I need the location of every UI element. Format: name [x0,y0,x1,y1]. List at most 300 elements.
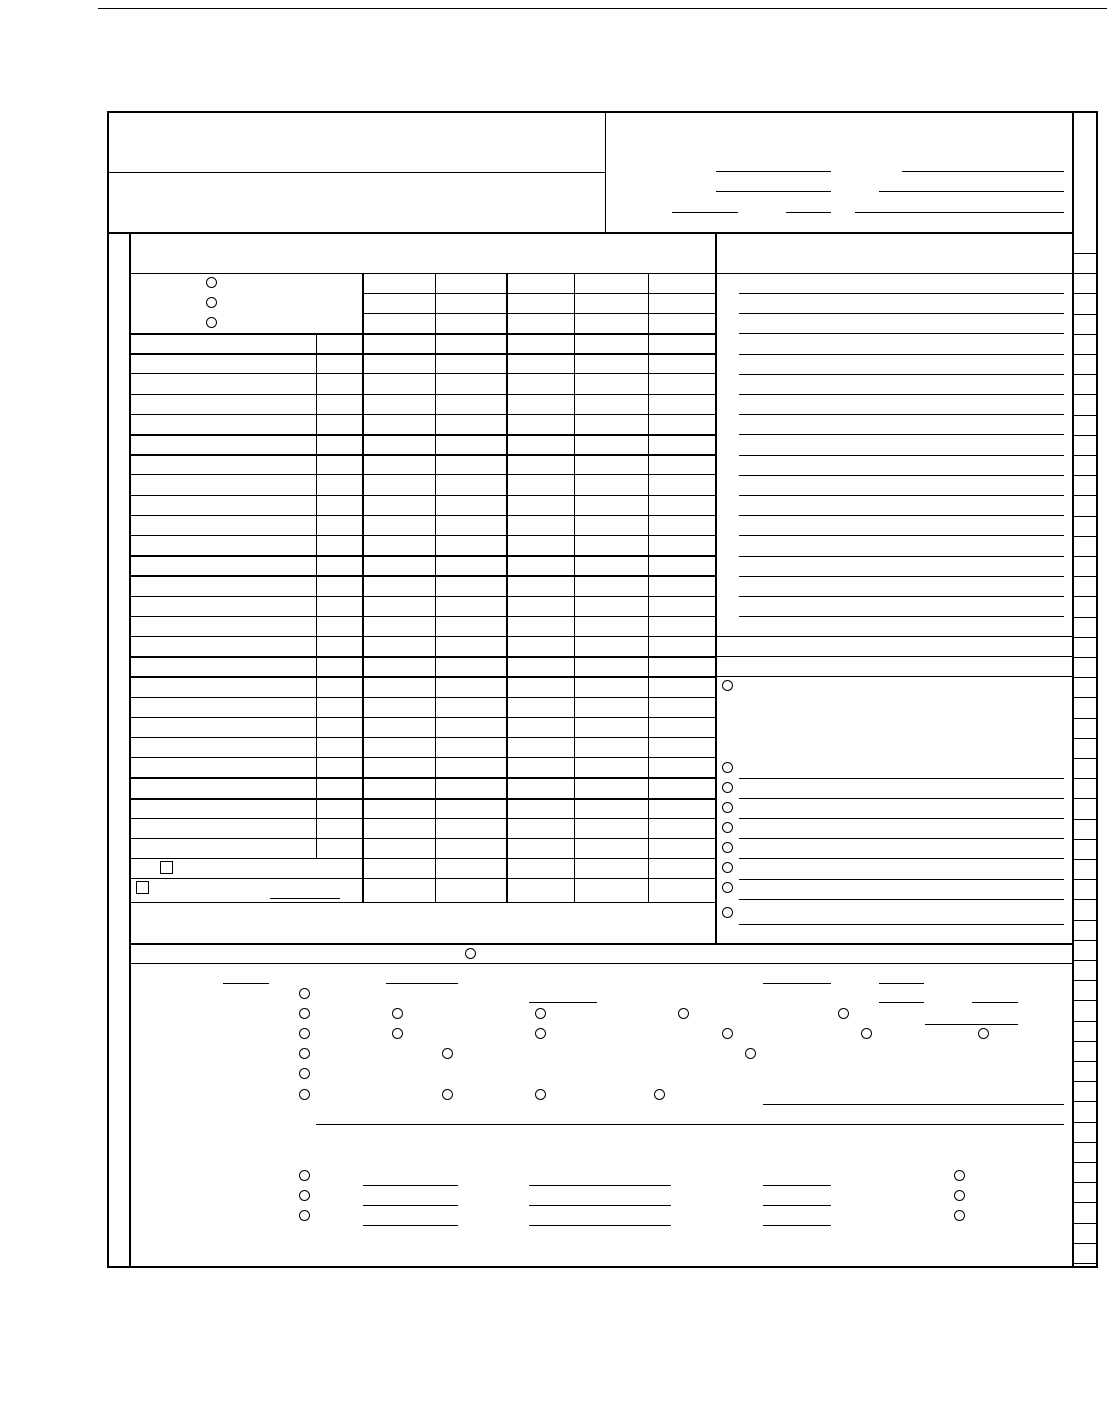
table-cell[interactable] [364,497,435,513]
right-panel-field-line [739,556,1064,557]
table-cell[interactable] [436,800,506,816]
table-cell[interactable] [575,436,648,452]
table-cell[interactable] [364,436,435,452]
table-cell[interactable] [317,618,362,634]
table-cell[interactable] [364,416,435,432]
table-cell[interactable] [649,840,715,856]
table-cell[interactable] [317,739,362,755]
table-cell[interactable] [317,557,362,573]
lower-radio[interactable] [535,1089,546,1100]
table-cell[interactable] [575,557,648,573]
lower-radio[interactable] [299,1028,310,1039]
table-cell[interactable] [317,436,362,452]
margin-strip-row-rule [1074,495,1096,496]
right-panel-radio[interactable] [722,802,733,813]
table-cell[interactable] [436,416,506,432]
table-cell[interactable] [131,476,316,492]
lower-long-rule [316,1124,1064,1125]
table-cell[interactable] [575,355,648,371]
lower-radio[interactable] [299,1190,310,1201]
table-cell[interactable] [508,739,574,755]
table-cell[interactable] [508,840,574,856]
table-cell[interactable] [508,577,574,593]
right-panel-field-line [739,455,1064,456]
right-panel-radio[interactable] [722,782,733,793]
table-cell[interactable] [364,577,435,593]
table-cell[interactable] [317,759,362,775]
table-cell[interactable] [649,658,715,674]
lower-field-line [879,983,924,984]
lower-field-line [529,1185,671,1186]
right-panel-radio[interactable] [722,822,733,833]
margin-strip-row-rule [1074,1041,1096,1042]
table-cell[interactable] [508,699,574,715]
table-cell[interactable] [508,678,574,694]
table-cell[interactable] [131,658,316,674]
table-cell[interactable] [436,557,506,573]
table-cell[interactable] [436,577,506,593]
table-cell[interactable] [364,476,435,492]
table-cell[interactable] [649,598,715,614]
table-cell[interactable] [131,820,316,836]
lower-radio[interactable] [299,1068,310,1079]
table-cell[interactable] [575,800,648,816]
table-cell[interactable] [649,779,715,795]
table-cell[interactable] [364,396,435,412]
table-cell[interactable] [131,537,316,553]
right-panel-radio[interactable] [722,842,733,853]
lower-radio[interactable] [861,1028,872,1039]
table-subheader-rule [362,293,716,294]
header-input-5[interactable] [672,198,738,212]
table-cell[interactable] [575,598,648,614]
table-cell[interactable] [575,638,648,654]
frame-right [1096,111,1098,1268]
table-cell[interactable] [508,456,574,472]
right-panel-field-line [739,778,1064,779]
right-panel-field-line [739,515,1064,516]
header-field-line [879,191,1064,192]
table-cell[interactable] [317,497,362,513]
table-cell[interactable] [317,779,362,795]
table-cell[interactable] [575,759,648,775]
table-cell[interactable] [317,638,362,654]
header-input-4[interactable] [879,177,1064,191]
margin-strip-row-rule [1074,940,1096,941]
table-cell[interactable] [575,719,648,735]
header-input-6[interactable] [786,198,831,212]
table-cell[interactable] [649,517,715,533]
lower-field-line [763,1225,831,1226]
table-cell[interactable] [131,759,316,775]
table-cell[interactable] [649,537,715,553]
table-cell[interactable] [575,497,648,513]
lower-radio[interactable] [678,1008,689,1019]
frame-left [107,111,109,1268]
lower-radio[interactable] [299,1170,310,1181]
lower-radio[interactable] [299,1048,310,1059]
right-panel-field-line [739,354,1064,355]
header-radio-3[interactable] [206,317,217,328]
lower-radio[interactable] [954,1170,965,1181]
table-cell[interactable] [317,396,362,412]
lower-radio[interactable] [442,1048,453,1059]
margin-strip-row-rule [1074,677,1096,678]
table-cell[interactable] [436,759,506,775]
table-cell[interactable] [508,638,574,654]
margin-strip-row-rule [1074,536,1096,537]
table-cell[interactable] [317,699,362,715]
table-cell[interactable] [131,577,316,593]
section-rule-mid [129,943,1074,945]
table-cell[interactable] [364,375,435,391]
table-cell[interactable] [131,497,316,513]
right-panel-field-line [739,374,1064,375]
table-cell[interactable] [131,800,316,816]
margin-strip-row-rule [1074,1021,1096,1022]
table-cell[interactable] [508,800,574,816]
lower-radio[interactable] [954,1210,965,1221]
table-cell[interactable] [364,840,435,856]
table-cell[interactable] [364,779,435,795]
table-cell[interactable] [508,598,574,614]
lower-field-line [972,1002,1018,1003]
table-cell[interactable] [317,416,362,432]
checkbox-2-field[interactable] [270,884,340,898]
table-row-rule [129,636,716,637]
margin-strip-row-rule [1074,1263,1096,1264]
margin-strip-row-rule [1074,960,1096,961]
table-cell[interactable] [649,618,715,634]
table-cell[interactable] [508,820,574,836]
lower-field-line [925,1024,1018,1025]
right-panel-field-line [739,313,1064,314]
table-cell[interactable] [649,678,715,694]
table-cell[interactable] [436,820,506,836]
table-cell[interactable] [508,375,574,391]
lower-radio[interactable] [954,1190,965,1201]
table-cell[interactable] [364,820,435,836]
table-cell[interactable] [436,638,506,654]
table-row-rule [129,616,716,617]
table-cell[interactable] [649,497,715,513]
margin-strip-row-rule [1074,899,1096,900]
table-cell[interactable] [575,739,648,755]
margin-strip-row-rule [1074,1182,1096,1183]
table-cell[interactable] [364,335,435,351]
mid-section-radio[interactable] [465,948,476,959]
margin-strip-row-rule [1074,859,1096,860]
table-cell[interactable] [508,436,574,452]
table-row-rule [129,737,716,738]
table-cell[interactable] [131,779,316,795]
frame-top [107,111,1098,113]
table-cell[interactable] [131,416,316,432]
margin-strip-row-rule [1074,798,1096,799]
table-bottom-rule [129,902,716,903]
table-cell[interactable] [317,537,362,553]
lower-field-line [763,1104,1064,1105]
table-cell[interactable] [436,375,506,391]
table-cell[interactable] [131,719,316,735]
table-cell[interactable] [317,678,362,694]
table-cell[interactable] [649,557,715,573]
right-panel-section-rule [716,656,1074,657]
table-cell[interactable] [649,456,715,472]
lower-radio[interactable] [654,1089,665,1100]
table-cell[interactable] [317,800,362,816]
table-cell[interactable] [131,840,316,856]
table-cell[interactable] [131,739,316,755]
table-cell[interactable] [649,355,715,371]
table-cell[interactable] [649,739,715,755]
lower-radio[interactable] [978,1028,989,1039]
table-cell[interactable] [131,335,316,351]
right-panel-field-line [739,394,1064,395]
table-cell[interactable] [575,678,648,694]
header-input-1[interactable] [716,157,831,171]
table-cell[interactable] [575,375,648,391]
table-cell[interactable] [317,517,362,533]
table-cell[interactable] [131,598,316,614]
margin-strip-row-rule [1074,1142,1096,1143]
margin-strip-row-rule [1074,475,1096,476]
table-cell[interactable] [508,396,574,412]
table-cell[interactable] [575,396,648,412]
header-field-line [716,171,831,172]
table-cell[interactable] [508,658,574,674]
table-cell[interactable] [364,759,435,775]
table-cell[interactable] [364,355,435,371]
table-cell[interactable] [317,476,362,492]
table-cell[interactable] [436,739,506,755]
table-cell[interactable] [649,759,715,775]
table-cell[interactable] [649,436,715,452]
table-cell[interactable] [436,779,506,795]
table-cell[interactable] [508,719,574,735]
table-cell[interactable] [131,355,316,371]
margin-strip-row-rule [1074,334,1096,335]
table-cell[interactable] [317,598,362,614]
checkbox-1[interactable] [160,861,173,874]
table-cell[interactable] [436,840,506,856]
table-cell[interactable] [575,537,648,553]
margin-strip-row-rule [1074,516,1096,517]
table-cell[interactable] [131,678,316,694]
header-radio-1[interactable] [206,277,217,288]
lower-radio[interactable] [722,1028,733,1039]
table-cell[interactable] [131,375,316,391]
right-panel-field-line [739,899,1064,900]
table-cell[interactable] [575,577,648,593]
table-cell[interactable] [436,335,506,351]
table-cell[interactable] [436,719,506,735]
table-row-rule [129,818,716,819]
table-cell[interactable] [575,416,648,432]
right-panel-radio-main[interactable] [722,680,733,691]
table-cell[interactable] [131,517,316,533]
table-cell[interactable] [508,557,574,573]
right-panel-field-line [739,576,1064,577]
table-cell[interactable] [364,699,435,715]
table-cell[interactable] [508,476,574,492]
table-cell[interactable] [364,800,435,816]
table-cell[interactable] [317,577,362,593]
table-cell[interactable] [649,476,715,492]
table-cell[interactable] [575,820,648,836]
right-panel-radio[interactable] [722,862,733,873]
table-cell[interactable] [575,335,648,351]
table-cell[interactable] [649,820,715,836]
table-cell[interactable] [508,497,574,513]
table-cell[interactable] [508,416,574,432]
right-panel-radio[interactable] [722,907,733,918]
margin-strip-row-rule [1074,435,1096,436]
margin-strip-row-rule [1074,455,1096,456]
header-input-2[interactable] [902,157,1064,171]
table-cell[interactable] [508,517,574,533]
right-panel-radio[interactable] [722,762,733,773]
table-cell[interactable] [364,658,435,674]
lower-field-line [763,983,831,984]
margin-strip-row-rule [1074,617,1096,618]
table-cell[interactable] [436,396,506,412]
table-cell[interactable] [364,517,435,533]
lower-radio[interactable] [392,1028,403,1039]
lower-field-line [363,1225,458,1226]
table-cell[interactable] [649,396,715,412]
table-cell[interactable] [575,517,648,533]
margin-strip-row-rule [1074,596,1096,597]
margin-strip-row-rule [1074,374,1096,375]
table-cell[interactable] [317,840,362,856]
table-cell[interactable] [317,719,362,735]
table-cell[interactable] [436,598,506,614]
table-cell[interactable] [508,355,574,371]
table-cell[interactable] [436,497,506,513]
lower-radio[interactable] [838,1008,849,1019]
table-cell[interactable] [575,658,648,674]
margin-strip-row-rule [1074,1081,1096,1082]
table-cell[interactable] [508,759,574,775]
table-cell[interactable] [575,699,648,715]
lower-radio[interactable] [299,1210,310,1221]
table-cell[interactable] [436,355,506,371]
table-cell[interactable] [575,456,648,472]
table-cell[interactable] [436,618,506,634]
table-cell[interactable] [436,436,506,452]
table-cell[interactable] [364,456,435,472]
table-cell[interactable] [649,577,715,593]
table-cell[interactable] [649,800,715,816]
header-input-7[interactable] [855,198,1064,212]
table-cell[interactable] [575,476,648,492]
table-cell[interactable] [508,537,574,553]
table-cell[interactable] [649,719,715,735]
table-cell[interactable] [649,335,715,351]
table-cell[interactable] [508,779,574,795]
table-cell[interactable] [649,416,715,432]
table-cell[interactable] [364,739,435,755]
table-cell[interactable] [131,699,316,715]
table-cell[interactable] [364,638,435,654]
top-rule [98,8,1107,9]
right-panel-field-line [739,924,1064,925]
checkbox-2[interactable] [136,881,149,894]
table-cell[interactable] [364,557,435,573]
table-cell[interactable] [364,537,435,553]
margin-strip-row-rule [1074,738,1096,739]
table-cell[interactable] [649,375,715,391]
lower-radio[interactable] [535,1028,546,1039]
table-cell[interactable] [508,618,574,634]
table-cell[interactable] [436,537,506,553]
lower-radio[interactable] [299,1008,310,1019]
table-cell[interactable] [649,638,715,654]
table-cell[interactable] [317,456,362,472]
table-cell[interactable] [131,396,316,412]
lower-radio[interactable] [299,988,310,999]
right-panel-radio[interactable] [722,882,733,893]
table-cell[interactable] [508,335,574,351]
margin-strip-row-rule [1074,293,1096,294]
table-cell[interactable] [131,436,316,452]
table-cell[interactable] [317,375,362,391]
table-cell[interactable] [436,517,506,533]
lower-radio[interactable] [745,1048,756,1059]
table-cell[interactable] [131,456,316,472]
header-field-line [672,212,738,213]
header-input-3[interactable] [716,177,831,191]
table-cell[interactable] [575,779,648,795]
lower-radio[interactable] [442,1089,453,1100]
header-radio-2[interactable] [206,297,217,308]
margin-strip-row-rule [1074,556,1096,557]
table-cell[interactable] [436,658,506,674]
lower-radio[interactable] [299,1089,310,1100]
table-cell[interactable] [364,618,435,634]
table-cell[interactable] [317,335,362,351]
table-cell[interactable] [317,355,362,371]
margin-strip-row-rule [1074,637,1096,638]
table-cell[interactable] [436,476,506,492]
table-cell[interactable] [575,618,648,634]
margin-strip-row-rule [1074,394,1096,395]
table-cell[interactable] [364,598,435,614]
table-cell[interactable] [131,618,316,634]
margin-strip-row-rule [1074,1000,1096,1001]
table-cell[interactable] [131,557,316,573]
table-row-rule [129,757,716,758]
table-cell[interactable] [436,678,506,694]
table-cell[interactable] [436,456,506,472]
lower-radio[interactable] [392,1008,403,1019]
lower-radio[interactable] [535,1008,546,1019]
margin-strip-row-rule [1074,697,1096,698]
right-panel-field-line [739,333,1064,334]
table-cell[interactable] [317,658,362,674]
table-cell[interactable] [436,699,506,715]
lower-field-line [363,1205,458,1206]
table-cell[interactable] [317,820,362,836]
table-cell[interactable] [364,719,435,735]
table-cell[interactable] [364,678,435,694]
margin-strip-row-rule [1074,1202,1096,1203]
table-cell[interactable] [649,699,715,715]
right-panel-field-line [739,616,1064,617]
table-cell[interactable] [131,638,316,654]
table-cell[interactable] [575,840,648,856]
